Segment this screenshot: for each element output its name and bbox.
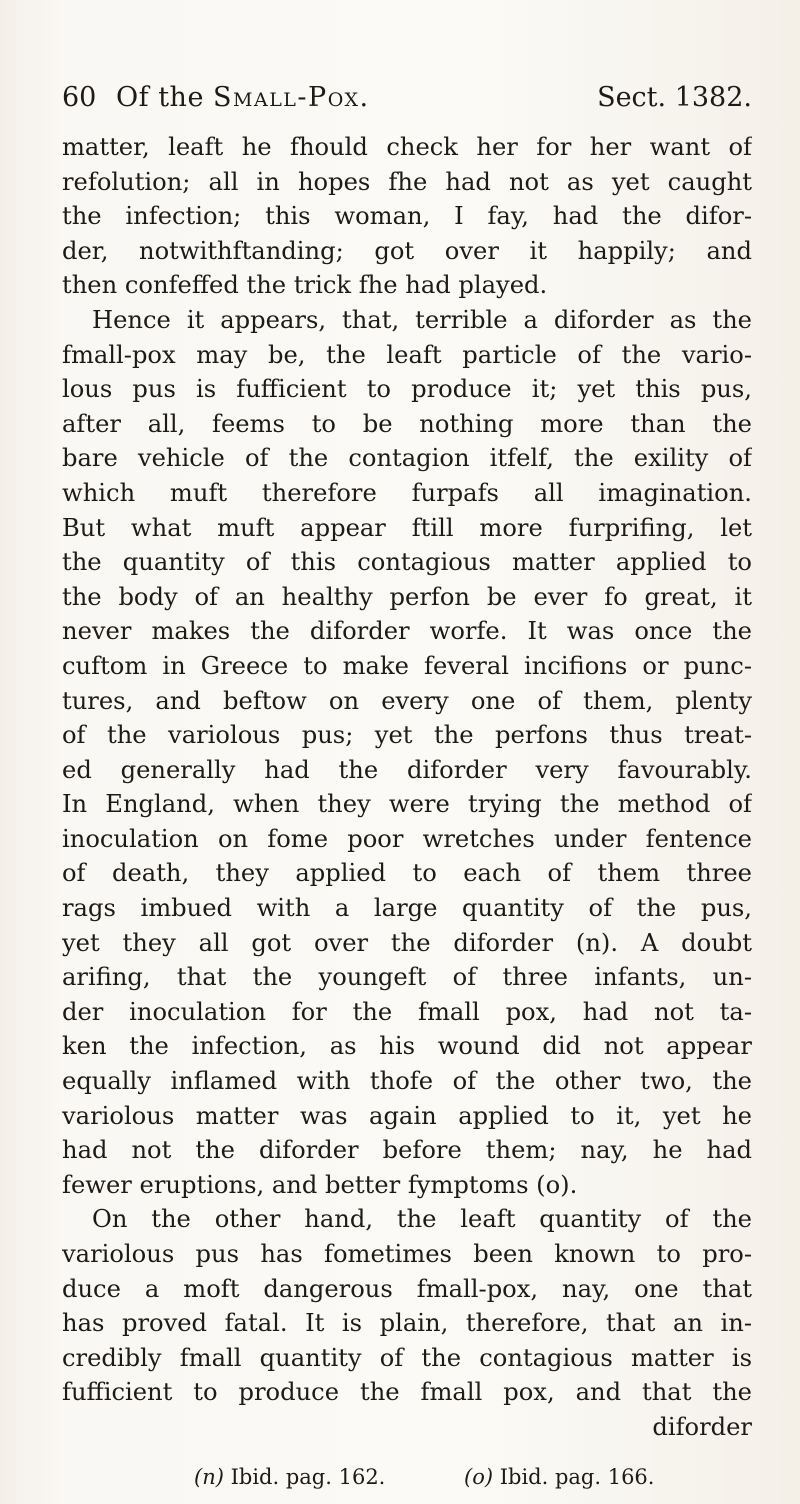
text-line: bare vehicle of the contagion itfelf, the exility of bbox=[62, 444, 752, 473]
page-number: 60 bbox=[62, 82, 97, 113]
text-line: inoculation on fome poor wretches under fentence bbox=[62, 824, 752, 853]
text-line: had not the diforder before them; nay, he had bbox=[62, 1136, 752, 1165]
footnote-n-mark: (n) bbox=[194, 1465, 224, 1489]
section-reference: Sect. 1382. bbox=[597, 82, 752, 113]
text-line: variolous pus has fometimes been known to pro- bbox=[62, 1240, 752, 1268]
text-line: the infection; this woman, I fay, had the difor- bbox=[62, 202, 752, 231]
text-line: after all, feems to be nothing more than the bbox=[62, 409, 752, 438]
text-line: rags imbued with a large quantity of the pus, bbox=[62, 894, 752, 923]
footnote-n-text: Ibid. pag. 162. bbox=[223, 1465, 386, 1489]
footnote-o-text: Ibid. pag. 166. bbox=[493, 1465, 655, 1489]
text-line: of the variolous pus; yet the perfons thus treat- bbox=[62, 721, 752, 750]
text-line: matter, leaft he fhould check her for her want of bbox=[62, 133, 752, 161]
text-line: But what muft appear ftill more furprifing, let bbox=[62, 513, 752, 542]
text-line: refolution; all in hopes fhe had not as yet caught bbox=[62, 167, 752, 196]
footnotes bbox=[194, 1462, 714, 1494]
text-line: fewer eruptions, and better fymptoms (o). bbox=[62, 1170, 578, 1199]
text-line: fmall-pox may be, the leaft particle of the vario- bbox=[62, 340, 752, 369]
text-line: the body of an healthy perfon be ever fo great, it bbox=[62, 582, 752, 611]
text-line: which muft therefore furpafs all imagination. bbox=[62, 478, 752, 507]
running-title-prefix: Of the bbox=[116, 82, 214, 113]
text-line: then confeffed the trick fhe had played. bbox=[62, 271, 548, 300]
footnote-n bbox=[194, 1462, 385, 1492]
footnote-o bbox=[464, 1462, 654, 1492]
page-header bbox=[62, 78, 752, 128]
text-line: lous pus is fufficient to produce it; yet this pus, bbox=[62, 375, 752, 404]
text-line: the quantity of this contagious matter applied to bbox=[62, 548, 752, 577]
text-line: cuftom in Greece to make feveral incifions or punc- bbox=[62, 651, 752, 680]
body-text bbox=[62, 130, 752, 1445]
footnote-o-mark: (o) bbox=[464, 1465, 494, 1489]
text-line: of death, they applied to each of them three bbox=[62, 859, 752, 888]
text-line: equally inflamed with thofe of the other two, the bbox=[62, 1067, 752, 1096]
text-line: variolous matter was again applied to it, yet he bbox=[62, 1101, 752, 1130]
text-line: ken the infection, as his wound did not appear bbox=[62, 1032, 752, 1061]
text-line: has proved fatal. It is plain, therefore, that an in- bbox=[62, 1309, 752, 1338]
text-line: yet they all got over the diforder (n). A doubt bbox=[62, 928, 752, 957]
text-line: duce a moft dangerous fmall-pox, nay, one that bbox=[62, 1274, 752, 1303]
paragraph-start-line: On the other hand, the leaft quantity of the bbox=[92, 1205, 752, 1234]
text-line: der, notwithftanding; got over it happily; and bbox=[62, 236, 752, 265]
text-line: fufficient to produce the fmall pox, and that the bbox=[62, 1378, 752, 1407]
text-line: credibly fmall quantity of the contagious matter is bbox=[62, 1343, 752, 1372]
text-line: In England, when they were trying the method of bbox=[62, 790, 752, 819]
text-line: never makes the diforder worfe. It was once the bbox=[62, 617, 752, 646]
catchword: diforder bbox=[652, 1412, 752, 1441]
text-line: der inoculation for the fmall pox, had not ta- bbox=[62, 997, 752, 1026]
running-title-main: Small-Pox. bbox=[213, 82, 370, 113]
paragraph-start-line: Hence it appears, that, terrible a diforder as the bbox=[92, 305, 752, 334]
text-line: arifing, that the youngeft of three infants, un- bbox=[62, 963, 752, 992]
text-line: ed generally had the diforder very favourably. bbox=[62, 755, 752, 784]
text-line: tures, and beftow on every one of them, plenty bbox=[62, 686, 752, 715]
running-title bbox=[116, 78, 370, 118]
